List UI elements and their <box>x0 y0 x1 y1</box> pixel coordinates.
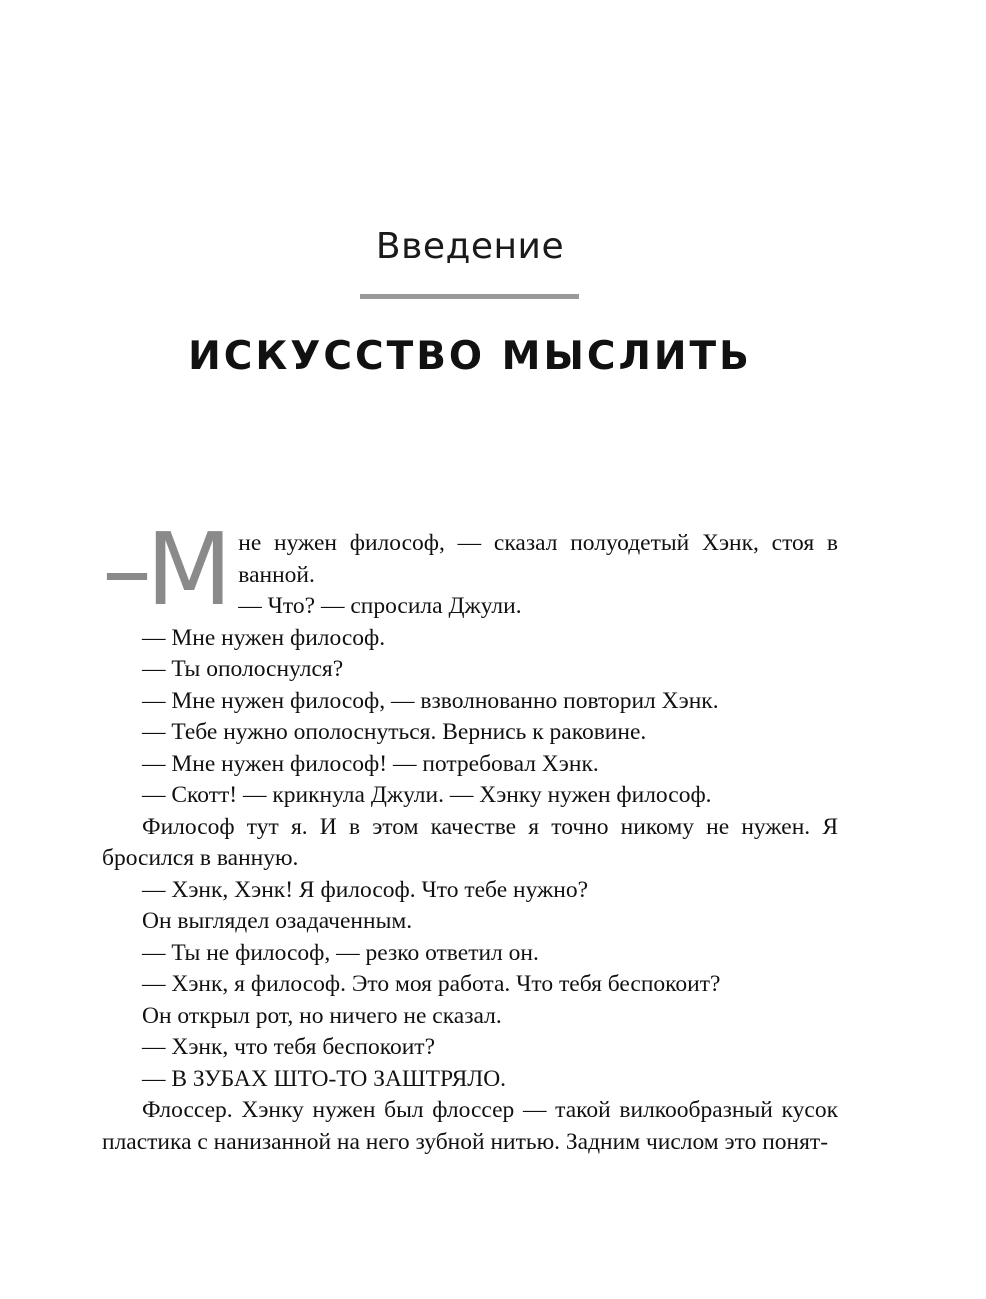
paragraph: Он открыл рот, но ничего не сказал. <box>142 1002 502 1029</box>
paragraph: — Мне нужен философ! — потребовал Хэнк. <box>142 750 599 777</box>
paragraph: — Мне нужен философ. <box>142 624 386 651</box>
paragraph: — Тебе нужно ополоснуться. Вернись к раковине. <box>142 719 647 745</box>
chapter-title: ИСКУССТВО МЫСЛИТЬ <box>188 334 752 379</box>
paragraph: — Мне нужен философ, — взволнованно повторил Хэнк. <box>142 687 719 714</box>
drop-cap: –М <box>102 511 227 628</box>
paragraph: — Ты ополоснулся? <box>142 656 344 682</box>
paragraph: — Что? — спросила Джули. <box>238 593 522 619</box>
paragraph: — Хэнк, я философ. Это моя работа. Что тебя беспокоит? <box>142 971 721 997</box>
paragraph: Он выглядел озадаченным. <box>142 908 413 934</box>
chapter-divider <box>360 294 579 299</box>
paragraph: — Скотт! — крикнула Джули. — Хэнку нужен философ. <box>142 782 712 808</box>
paragraph: — В ЗУБАХ ШТО-ТО ЗАШТРЯЛО. <box>142 1065 507 1092</box>
paragraph: — Хэнк, что тебя беспокоит? <box>142 1034 436 1060</box>
paragraph: — Ты не философ, — резко ответил он. <box>142 939 539 966</box>
paragraph: Философ тут я. И в этом качестве я точно никому не нужен. Я бросился в ванную. <box>102 813 838 871</box>
body-text <box>102 511 838 1158</box>
paragraph: — Хэнк, Хэнк! Я философ. Что тебе нужно? <box>142 876 589 903</box>
first-line-text: не нужен философ, — сказал полуодетый Хэнк, стоя в ванной. <box>238 530 838 588</box>
paragraph: Флоссер. Хэнку нужен был флоссер — такой вилкообразный кусок пластика с нанизанной на него зубной нитью. Задним числом это понят- <box>102 1097 838 1155</box>
chapter-label: Введение <box>375 226 565 267</box>
